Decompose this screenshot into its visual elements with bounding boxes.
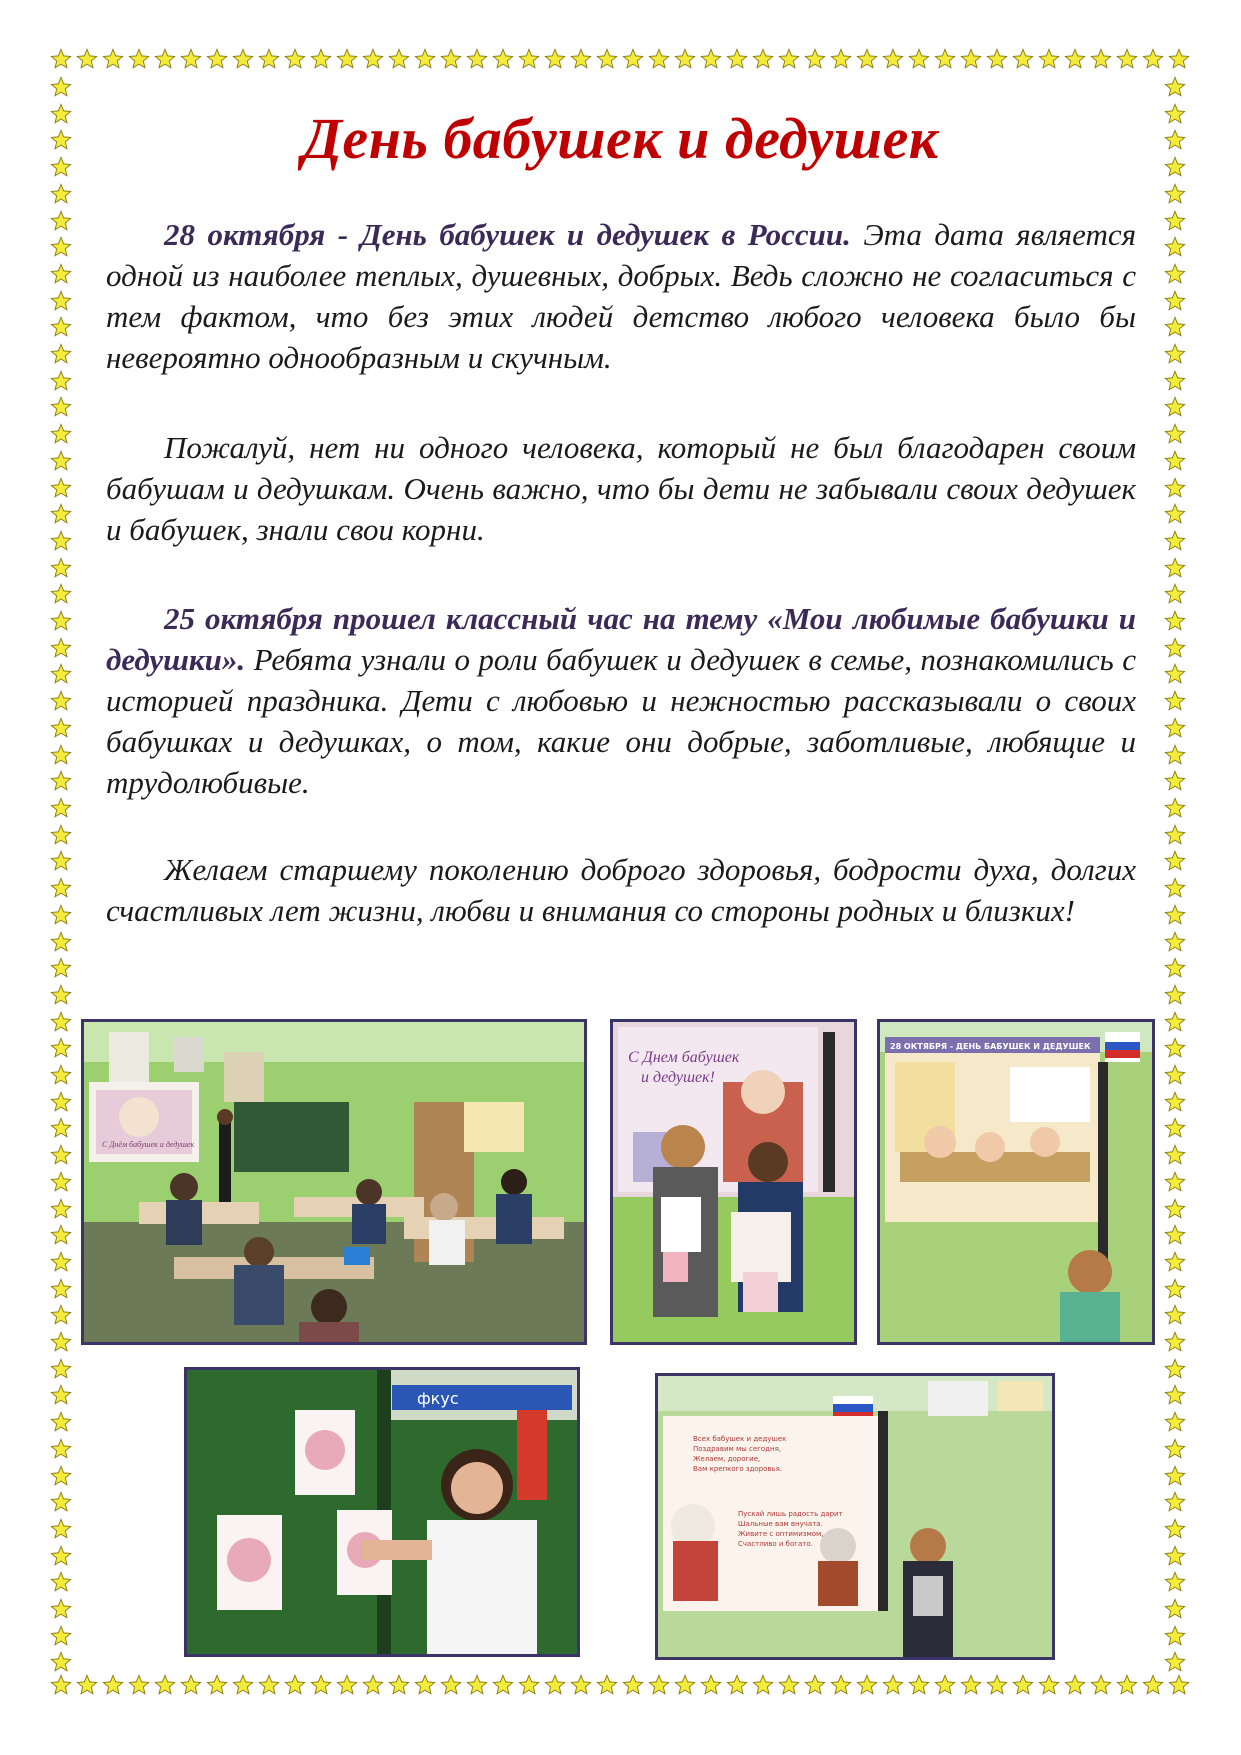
star-icon — [882, 48, 904, 70]
paragraph-2-text: Пожалуй, нет ни одного человека, который не был благодарен своим бабушам и дедушкам. Очень важно, что бы дети не забывали своих дедушек и бабушек, знали свои корни. — [106, 430, 1136, 547]
star-icon — [596, 48, 618, 70]
star-icon — [1164, 423, 1186, 445]
star-icon — [50, 1278, 72, 1300]
star-icon — [50, 850, 72, 872]
star-icon — [1164, 957, 1186, 979]
star-icon — [1164, 1278, 1186, 1300]
star-icon — [1090, 48, 1112, 70]
star-icon — [1142, 48, 1164, 70]
star-icon — [50, 904, 72, 926]
star-icon — [622, 1674, 644, 1696]
photo4-board-text: фкус — [417, 1389, 459, 1408]
paragraph-1-lead: 28 октября - День бабушек и дедушек в России. — [164, 217, 851, 252]
star-icon — [466, 48, 488, 70]
star-icon — [206, 48, 228, 70]
star-icon — [804, 48, 826, 70]
star-icon — [1164, 1331, 1186, 1353]
photo-screen-girl — [877, 1019, 1155, 1345]
star-icon — [960, 48, 982, 70]
star-icon — [1164, 316, 1186, 338]
star-icon — [986, 1674, 1008, 1696]
star-icon — [50, 690, 72, 712]
photo5-line-7: Живите с оптимизмом, — [738, 1530, 824, 1538]
star-icon — [50, 1064, 72, 1086]
star-icon — [674, 48, 696, 70]
star-icon — [674, 1674, 696, 1696]
star-icon — [700, 1674, 722, 1696]
star-icon — [1164, 904, 1186, 926]
star-icon — [50, 343, 72, 365]
star-icon — [1164, 1117, 1186, 1139]
star-icon — [50, 1518, 72, 1540]
star-icon — [492, 1674, 514, 1696]
star-icon — [570, 1674, 592, 1696]
star-icon — [1164, 663, 1186, 685]
star-icon — [336, 1674, 358, 1696]
star-icon — [1164, 1545, 1186, 1567]
star-icon — [1164, 1224, 1186, 1246]
star-icon — [310, 1674, 332, 1696]
star-icon — [1164, 931, 1186, 953]
paragraph-1 — [106, 214, 1136, 378]
star-icon — [102, 1674, 124, 1696]
star-icon — [570, 48, 592, 70]
photo5-line-6: Шальные вам внучата. — [738, 1520, 823, 1528]
star-icon — [1038, 1674, 1060, 1696]
star-icon — [50, 931, 72, 953]
star-icon — [1164, 290, 1186, 312]
paragraph-3-text: Ребята узнали о роли бабушек и дедушек в семье, познакомились с историей праздника. Дети с любовью и нежностью рассказывали о своих бабушках и дедушках, о том, какие они добрые, заботливые, любящие и трудолюбивые. — [106, 642, 1136, 800]
star-icon — [50, 1011, 72, 1033]
star-icon — [50, 610, 72, 632]
star-icon — [154, 1674, 176, 1696]
star-icon — [1164, 1651, 1186, 1673]
star-icon — [362, 48, 384, 70]
star-icon — [180, 1674, 202, 1696]
star-icon — [1164, 1011, 1186, 1033]
star-icon — [986, 48, 1008, 70]
star-icon — [1164, 770, 1186, 792]
star-icon — [258, 1674, 280, 1696]
star-icon — [50, 824, 72, 846]
star-icon — [50, 583, 72, 605]
star-icon — [1164, 637, 1186, 659]
photo5-line-8: Счастливо и богато. — [738, 1540, 813, 1548]
star-icon — [50, 316, 72, 338]
star-icon — [648, 1674, 670, 1696]
star-icon — [804, 1674, 826, 1696]
star-icon — [1064, 48, 1086, 70]
star-icon — [1164, 1251, 1186, 1273]
star-icon — [50, 76, 72, 98]
star-icon — [1164, 850, 1186, 872]
star-icon — [1164, 877, 1186, 899]
star-icon — [752, 48, 774, 70]
star-icon — [50, 557, 72, 579]
star-border-top — [50, 48, 1190, 74]
star-icon — [50, 1198, 72, 1220]
star-icon — [1164, 210, 1186, 232]
star-icon — [908, 48, 930, 70]
photo2-screen-text-2: и дедушек! — [641, 1069, 715, 1086]
star-icon — [1164, 370, 1186, 392]
photo-boys-with-cards-image — [613, 1022, 854, 1342]
star-icon — [388, 48, 410, 70]
star-icon — [50, 1358, 72, 1380]
star-icon — [440, 1674, 462, 1696]
star-icon — [50, 1465, 72, 1487]
star-icon — [258, 48, 280, 70]
photo5-line-3: Желаем, дорогие, — [693, 1455, 761, 1463]
star-icon — [50, 477, 72, 499]
star-icon — [50, 1384, 72, 1406]
star-icon — [1164, 1358, 1186, 1380]
star-icon — [50, 1117, 72, 1139]
star-icon — [310, 48, 332, 70]
star-icon — [50, 1171, 72, 1193]
star-icon — [50, 396, 72, 418]
star-icon — [1116, 1674, 1138, 1696]
star-icon — [882, 1674, 904, 1696]
star-icon — [1164, 1518, 1186, 1540]
star-icon — [1164, 1438, 1186, 1460]
photo-girl-at-board-image — [187, 1370, 577, 1654]
star-icon — [180, 48, 202, 70]
star-icon — [414, 1674, 436, 1696]
star-icon — [596, 1674, 618, 1696]
star-icon — [830, 48, 852, 70]
star-icon — [128, 1674, 150, 1696]
star-icon — [1164, 1411, 1186, 1433]
star-icon — [1164, 557, 1186, 579]
star-icon — [154, 48, 176, 70]
star-icon — [232, 1674, 254, 1696]
star-icon — [1164, 1171, 1186, 1193]
star-icon — [50, 797, 72, 819]
star-icon — [76, 1674, 98, 1696]
star-icon — [1164, 1571, 1186, 1593]
star-icon — [518, 48, 540, 70]
star-icon — [50, 263, 72, 285]
star-icon — [50, 1251, 72, 1273]
star-icon — [1164, 1037, 1186, 1059]
star-icon — [1164, 610, 1186, 632]
paragraph-3-lead: 25 октября прошел классный час на тему «Мои любимые бабушки и дедушки». — [106, 601, 1136, 677]
photo1-screen-text: С Днём бабушек и дедушек — [102, 1140, 195, 1149]
star-icon — [128, 48, 150, 70]
star-icon — [544, 48, 566, 70]
star-icon — [492, 48, 514, 70]
star-icon — [1164, 1598, 1186, 1620]
star-icon — [648, 48, 670, 70]
star-icon — [1090, 1674, 1112, 1696]
star-icon — [518, 1674, 540, 1696]
star-icon — [1164, 396, 1186, 418]
paragraph-3 — [106, 598, 1136, 803]
paragraph-4 — [106, 849, 1136, 931]
star-icon — [50, 877, 72, 899]
star-icon — [50, 717, 72, 739]
star-icon — [76, 48, 98, 70]
star-icon — [50, 290, 72, 312]
star-icon — [934, 48, 956, 70]
star-border-right — [1164, 76, 1190, 1674]
star-icon — [414, 48, 436, 70]
star-icon — [50, 1674, 72, 1696]
star-icon — [1164, 1491, 1186, 1513]
star-icon — [1164, 797, 1186, 819]
star-icon — [50, 48, 72, 70]
star-icon — [726, 1674, 748, 1696]
star-icon — [1142, 1674, 1164, 1696]
star-icon — [50, 770, 72, 792]
star-icon — [50, 1144, 72, 1166]
star-icon — [50, 1598, 72, 1620]
star-icon — [1164, 984, 1186, 1006]
star-icon — [50, 744, 72, 766]
photo5-line-2: Поздравим мы сегодня, — [693, 1445, 782, 1453]
star-icon — [934, 1674, 956, 1696]
star-icon — [1164, 1465, 1186, 1487]
photo5-line-4: Вам крепкого здоровья. — [693, 1465, 783, 1473]
star-icon — [1116, 48, 1138, 70]
star-icon — [1164, 477, 1186, 499]
star-icon — [1164, 343, 1186, 365]
star-icon — [1012, 48, 1034, 70]
star-icon — [50, 450, 72, 472]
star-icon — [908, 1674, 930, 1696]
star-icon — [1164, 76, 1186, 98]
star-icon — [1164, 1384, 1186, 1406]
star-icon — [50, 663, 72, 685]
photo-classroom — [81, 1019, 587, 1345]
star-border-bottom — [50, 1674, 1190, 1700]
star-icon — [336, 48, 358, 70]
star-icon — [50, 637, 72, 659]
star-icon — [1064, 1674, 1086, 1696]
star-icon — [50, 1625, 72, 1647]
star-icon — [726, 48, 748, 70]
star-icon — [856, 48, 878, 70]
star-icon — [50, 530, 72, 552]
star-icon — [778, 1674, 800, 1696]
star-icon — [1038, 48, 1060, 70]
star-border-left — [50, 76, 76, 1674]
star-icon — [440, 48, 462, 70]
star-icon — [50, 1304, 72, 1326]
star-icon — [1164, 1091, 1186, 1113]
star-icon — [50, 1545, 72, 1567]
star-icon — [50, 1571, 72, 1593]
photo-poem-screen — [655, 1373, 1055, 1660]
star-icon — [50, 1037, 72, 1059]
star-icon — [50, 183, 72, 205]
star-icon — [50, 1331, 72, 1353]
page-title: День бабушек и дедушек — [302, 106, 939, 171]
star-icon — [544, 1674, 566, 1696]
star-icon — [50, 1091, 72, 1113]
photo-classroom-image — [84, 1022, 584, 1342]
star-icon — [466, 1674, 488, 1696]
star-icon — [362, 1674, 384, 1696]
star-icon — [1164, 744, 1186, 766]
paragraph-4-text: Желаем старшему поколению доброго здоровья, бодрости духа, долгих счастливых лет жизни, любви и внимания со стороны родных и близких! — [106, 852, 1136, 928]
star-icon — [1164, 1198, 1186, 1220]
star-icon — [50, 210, 72, 232]
star-icon — [856, 1674, 878, 1696]
photo-girl-at-board — [184, 1367, 580, 1657]
star-icon — [830, 1674, 852, 1696]
photo-poem-screen-image — [658, 1376, 1052, 1657]
star-icon — [1164, 503, 1186, 525]
star-icon — [50, 1224, 72, 1246]
star-icon — [1164, 583, 1186, 605]
star-icon — [1164, 236, 1186, 258]
star-icon — [1164, 824, 1186, 846]
star-icon — [1164, 690, 1186, 712]
star-icon — [284, 48, 306, 70]
star-icon — [232, 48, 254, 70]
star-icon — [206, 1674, 228, 1696]
paragraph-1-text: Эта дата является одной из наиболее теплых, душевных, добрых. Ведь сложно не согласиться с тем фактом, что без этих людей детство любого человека было бы невероятно однообразным и скучным. — [106, 217, 1136, 375]
photo3-screen-text: 28 ОКТЯБРЯ - ДЕНЬ БАБУШЕК И ДЕДУШЕК — [890, 1042, 1091, 1051]
star-icon — [960, 1674, 982, 1696]
photo5-line-5: Пускай лишь радость дарит — [738, 1510, 843, 1518]
star-icon — [1164, 1304, 1186, 1326]
photo-boys-with-cards — [610, 1019, 857, 1345]
photo2-screen-text-1: С Днем бабушек — [628, 1049, 740, 1066]
star-icon — [50, 1411, 72, 1433]
star-icon — [1164, 263, 1186, 285]
star-icon — [50, 503, 72, 525]
star-icon — [1168, 1674, 1190, 1696]
photo-screen-girl-image — [880, 1022, 1152, 1342]
star-icon — [1164, 450, 1186, 472]
paragraph-2 — [106, 427, 1136, 550]
star-icon — [622, 48, 644, 70]
star-icon — [102, 48, 124, 70]
star-icon — [50, 1491, 72, 1513]
star-icon — [1164, 717, 1186, 739]
star-icon — [50, 370, 72, 392]
star-icon — [1164, 1625, 1186, 1647]
star-icon — [1164, 530, 1186, 552]
star-icon — [1168, 48, 1190, 70]
star-icon — [1164, 1144, 1186, 1166]
star-icon — [1012, 1674, 1034, 1696]
star-icon — [1164, 183, 1186, 205]
photo5-line-1: Всех бабушек и дедушек — [693, 1435, 787, 1443]
star-icon — [50, 1651, 72, 1673]
star-icon — [50, 957, 72, 979]
star-icon — [388, 1674, 410, 1696]
star-icon — [752, 1674, 774, 1696]
star-icon — [284, 1674, 306, 1696]
star-icon — [700, 48, 722, 70]
star-icon — [50, 1438, 72, 1460]
star-icon — [50, 984, 72, 1006]
star-icon — [778, 48, 800, 70]
star-icon — [50, 423, 72, 445]
star-icon — [1164, 1064, 1186, 1086]
star-icon — [50, 236, 72, 258]
